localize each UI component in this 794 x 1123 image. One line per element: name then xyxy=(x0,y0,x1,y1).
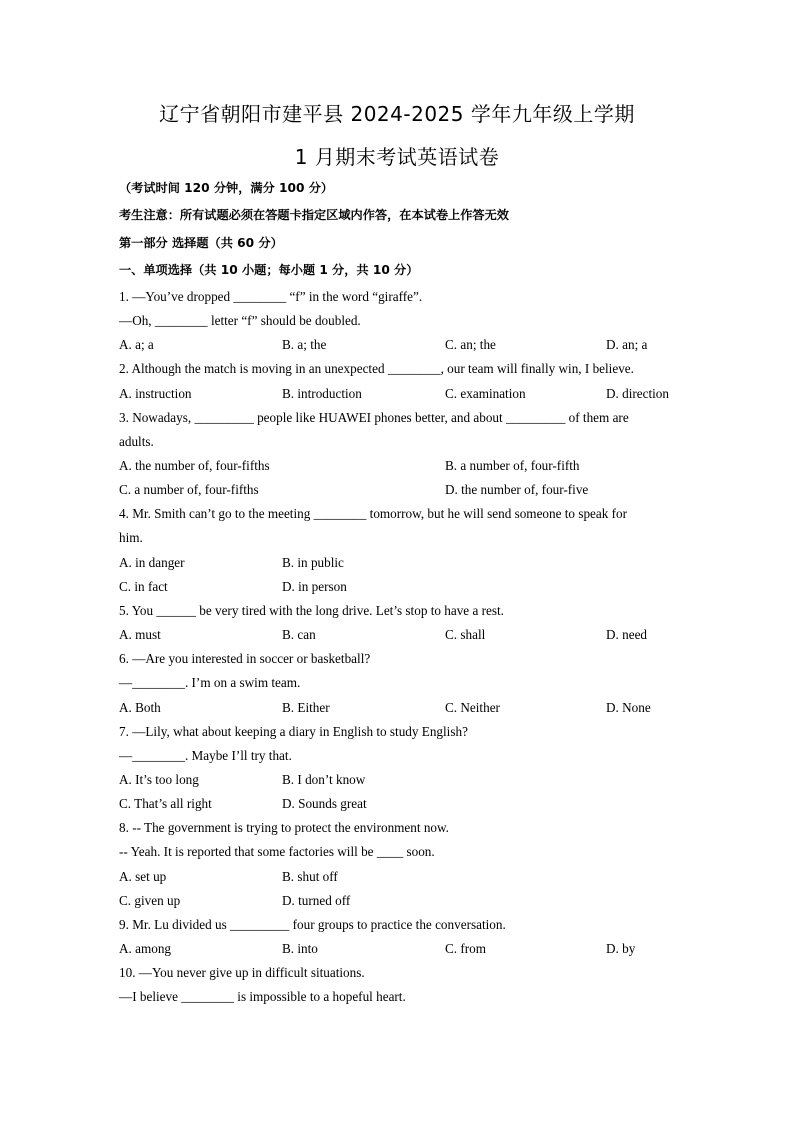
question-10-line-1: 10. —You never give up in difficult situations. xyxy=(119,965,365,980)
question-8-option-b: B. shut off xyxy=(282,869,338,884)
question-3-line-1: 3. Nowadays, _________ people like HUAWEI phones better, and about _________ of them are xyxy=(119,410,629,425)
exam-title-line1: 辽宁省朝阳市建平县 2024-2025 学年九年级上学期 xyxy=(159,102,635,126)
question-1-option-a: A. a; a xyxy=(119,337,154,352)
exam-title-line2: 1 月期末考试英语试卷 xyxy=(294,145,500,169)
question-3-option-d: D. the number of, four-five xyxy=(445,482,589,497)
question-2-option-a: A. instruction xyxy=(119,386,192,401)
question-6-line-2: —________. I’m on a swim team. xyxy=(119,675,301,690)
question-5-option-c: C. shall xyxy=(445,627,486,642)
question-4-option-c: C. in fact xyxy=(119,579,168,594)
question-10-line-2: —I believe ________ is impossible to a hopeful heart. xyxy=(119,989,406,1004)
question-2-option-d: D. direction xyxy=(606,386,669,401)
question-6-option-b: B. Either xyxy=(282,700,330,715)
question-9-line-1: 9. Mr. Lu divided us _________ four groups to practice the conversation. xyxy=(119,917,506,932)
question-8-line-2: -- Yeah. It is reported that some factories will be ____ soon. xyxy=(119,844,435,859)
question-1-option-d: D. an; a xyxy=(606,337,648,352)
question-2-line-1: 2. Although the match is moving in an unexpected ________, our team will finally win, I believe. xyxy=(119,361,634,376)
question-7-option-a: A. It’s too long xyxy=(119,772,199,787)
question-7-line-2: —________. Maybe I’ll try that. xyxy=(119,748,292,763)
question-6-option-d: D. None xyxy=(606,700,651,715)
question-3-option-b: B. a number of, four-fifth xyxy=(445,458,580,473)
question-9-option-a: A. among xyxy=(119,941,172,956)
question-6-line-1: 6. —Are you interested in soccer or basketball? xyxy=(119,651,371,666)
question-3-line-2: adults. xyxy=(119,434,154,449)
question-2-option-b: B. introduction xyxy=(282,386,362,401)
question-8-line-1: 8. -- The government is trying to protect the environment now. xyxy=(119,820,449,835)
question-6-option-a: A. Both xyxy=(119,700,161,715)
question-4-line-1: 4. Mr. Smith can’t go to the meeting ________ tomorrow, but he will send someone to speak for xyxy=(119,506,628,521)
question-3-option-a: A. the number of, four-fifths xyxy=(119,458,270,473)
part-heading: 第一部分 选择题（共 60 分） xyxy=(119,236,283,250)
section-heading: 一、单项选择（共 10 小题；每小题 1 分，共 10 分） xyxy=(119,263,419,277)
question-9-option-d: D. by xyxy=(606,941,636,956)
question-8-option-c: C. given up xyxy=(119,893,181,908)
question-4-option-a: A. in danger xyxy=(119,555,185,570)
question-8-option-a: A. set up xyxy=(119,869,167,884)
question-5-option-a: A. must xyxy=(119,627,161,642)
exam-time-note: （考试时间 120 分钟，满分 100 分） xyxy=(119,181,334,195)
question-8-option-d: D. turned off xyxy=(282,893,351,908)
question-2-option-c: C. examination xyxy=(445,386,526,401)
question-1-option-b: B. a; the xyxy=(282,337,327,352)
question-9-option-b: B. into xyxy=(282,941,318,956)
question-5-option-b: B. can xyxy=(282,627,316,642)
question-7-option-d: D. Sounds great xyxy=(282,796,367,811)
exam-notice: 考生注意：所有试题必须在答题卡指定区域内作答，在本试卷上作答无效 xyxy=(119,208,509,222)
question-6-option-c: C. Neither xyxy=(445,700,500,715)
question-9-option-c: C. from xyxy=(445,941,487,956)
question-1-line-1: 1. —You’ve dropped ________ “f” in the word “giraffe”. xyxy=(119,289,423,304)
question-7-line-1: 7. —Lily, what about keeping a diary in English to study English? xyxy=(119,724,468,739)
question-5-option-d: D. need xyxy=(606,627,648,642)
question-7-option-b: B. I don’t know xyxy=(282,772,366,787)
question-4-option-b: B. in public xyxy=(282,555,344,570)
question-1-line-2: —Oh, ________ letter “f” should be doubled. xyxy=(119,313,361,328)
question-4-option-d: D. in person xyxy=(282,579,347,594)
question-7-option-c: C. That’s all right xyxy=(119,796,212,811)
question-1-option-c: C. an; the xyxy=(445,337,496,352)
question-3-option-c: C. a number of, four-fifths xyxy=(119,482,259,497)
question-5-line-1: 5. You ______ be very tired with the long drive. Let’s stop to have a rest. xyxy=(119,603,504,618)
question-4-line-2: him. xyxy=(119,530,143,545)
